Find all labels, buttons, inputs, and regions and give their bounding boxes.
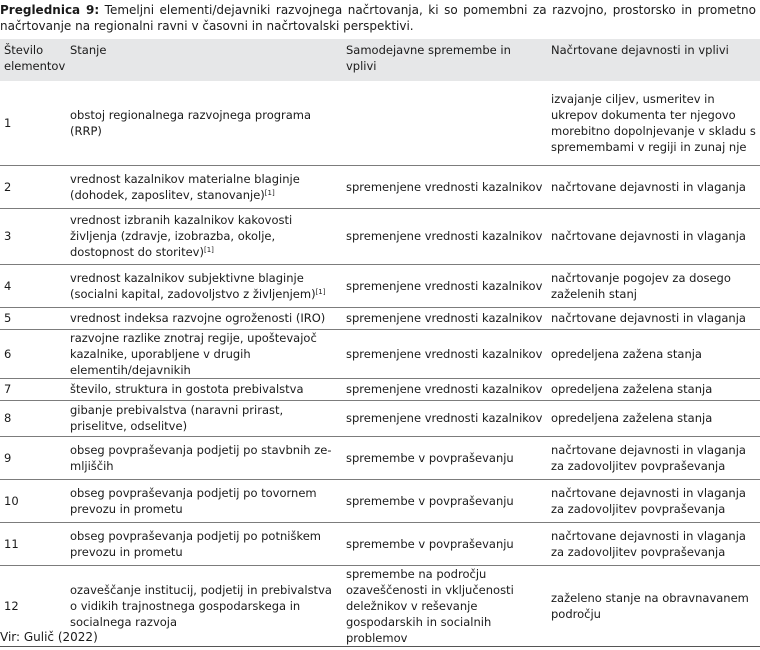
row-state-text: obseg povpraševanja podjetij po stavbnih zemljiščih (70, 442, 332, 473)
row-number: 10 (4, 493, 19, 508)
header-planned: Načrtovane dejavnosti in vplivi (551, 43, 729, 57)
row-state (66, 307, 342, 329)
table-row (0, 436, 760, 479)
row-planned: načrtovane dejavnosti in vlaganja (551, 229, 746, 243)
row-planned: opredeljena zaželena stanja (551, 382, 713, 396)
row-spontaneous: spremenjene vrednosti kazalnikov (346, 382, 543, 396)
table-row (0, 400, 760, 436)
row-state-text: obseg povpraševanja podjetij po tovornem prevozu in prometu (70, 485, 317, 516)
row-state (66, 329, 342, 378)
row-spontaneous: spremenjene vrednosti kazalnikov (346, 311, 543, 325)
table-row (0, 565, 760, 646)
row-state (66, 165, 342, 208)
row-state-text: vrednost izbranih kazalnikov kakovosti življenja (zdravje, izobrazba, okolje, dostopnost do storitev) (70, 213, 293, 259)
row-state-text: gibanje prebivalstva (naravni prirast, priselitve, odselitve) (70, 403, 284, 433)
row-planned: opredeljena zažena stanja (551, 346, 702, 361)
row-spontaneous: spremembe na področju ozaveščenosti in vključenosti deležnikov v reševanje gospodarskih in socialnih problemov (346, 566, 514, 645)
table-row (0, 479, 760, 522)
table-row (0, 329, 760, 378)
elements-table (0, 39, 760, 647)
row-spontaneous: spremembe v povpraševanju (346, 493, 514, 508)
row-number: 6 (4, 346, 12, 361)
row-spontaneous (342, 81, 547, 165)
row-spontaneous: spremembe v povpraševanju (346, 450, 514, 465)
header-spontaneous: Samodejavne spremembe in vplivi (346, 43, 511, 73)
row-state-text: ozaveščanje institucij, podjetij in prebivalstva o vidikih trajnostnega gospodarskega in socialnega razvoja (70, 582, 332, 629)
row-spontaneous: spremenjene vrednosti kazalnikov (346, 229, 543, 243)
row-state-text: vrednost kazalnikov subjektivne blaginje (socialni kapital, zadovoljstvo z življenjem) (70, 270, 316, 301)
caption-label: Preglednica 9: (0, 3, 100, 17)
row-number: 11 (4, 536, 19, 551)
row-spontaneous: spremenjene vrednosti kazalnikov (346, 411, 543, 425)
row-number: 12 (4, 598, 19, 613)
header-number: Število elementov (4, 43, 66, 73)
caption-text: Temeljni elementi/dejavniki razvojnega načrtovanja, ki so pomembni za razvojno, prostorsko in prometno načrtovanje na regionalni ravni v časovni in načrtovalski perspektivi. (0, 3, 756, 33)
row-state (66, 522, 342, 565)
row-state (66, 264, 342, 307)
row-number: 4 (4, 278, 12, 293)
footnote-ref: [1] (264, 188, 275, 197)
footnote-ref: [1] (203, 246, 214, 254)
table-row (0, 307, 760, 329)
table-caption (0, 2, 756, 34)
row-number: 5 (4, 311, 12, 325)
row-state (66, 436, 342, 479)
table-row (0, 522, 760, 565)
row-state-text: obseg povpraševanja podjetij po potniškem prevozu in prometu (70, 528, 321, 559)
row-state-text: vrednost kazalnikov materialne blaginje (dohodek, zaposlitev, stanovanje) (70, 171, 300, 202)
row-state (66, 565, 342, 646)
row-state-text: obstoj regionalnega razvojnega programa (RRP) (70, 107, 312, 138)
row-planned: načrtovane dejavnosti in vlaganja (551, 311, 746, 325)
table-header-row (0, 39, 760, 81)
table-row (0, 208, 760, 264)
row-state (66, 378, 342, 400)
row-planned: načrtovane dejavnosti in vlaganja za zadovoljitev povpraševanja (551, 528, 746, 559)
row-number: 9 (4, 450, 12, 465)
row-planned: izvajanje ciljev, usmeritev in ukrepov dokumenta ter njegovo morebitno dopolnjevanje v skladu s spremembami v regiji in zunaj nje (551, 91, 756, 154)
header-state: Stanje (70, 43, 107, 57)
row-state (66, 208, 342, 264)
row-spontaneous: spremenjene vrednosti kazalnikov (346, 346, 543, 361)
row-number: 7 (4, 382, 12, 396)
row-number: 1 (4, 115, 12, 130)
footnote-ref: [1] (315, 287, 326, 296)
row-state (66, 479, 342, 522)
row-planned: načrtovanje pogojev za dosego zaželenih stanj (551, 270, 731, 301)
row-planned: načrtovane dejavnosti in vlaganja za zadovoljitev povpraševanja (551, 442, 746, 473)
row-planned: načrtovane dejavnosti in vlaganja za zadovoljitev povpraševanja (551, 485, 746, 516)
row-number: 3 (4, 229, 12, 243)
table-row (0, 165, 760, 208)
row-spontaneous: spremenjene vrednosti kazalnikov (346, 278, 543, 293)
row-state-text: razvojne razlike znotraj regije, upoštevajoč kazalnike, uporabljene v drugih elementih/dejavnikih (70, 330, 317, 377)
row-planned: opredeljena zaželena stanja (551, 411, 713, 425)
row-number: 8 (4, 411, 12, 425)
row-state-text: vrednost indeksa razvojne ogroženosti (IRO) (70, 311, 326, 325)
source-note: Vir: Gulič (2022) (0, 630, 98, 644)
table-row (0, 378, 760, 400)
row-planned: načrtovane dejavnosti in vlaganja (551, 179, 746, 194)
row-planned: zaželeno stanje na obravnavanem področju (551, 590, 749, 621)
row-number: 2 (4, 179, 12, 194)
row-state (66, 400, 342, 436)
table-row (0, 264, 760, 307)
row-state-text: število, struktura in gostota prebivalstva (70, 382, 304, 396)
row-state (66, 81, 342, 165)
row-spontaneous: spremembe v povpraševanju (346, 536, 514, 551)
table-row (0, 81, 760, 165)
row-spontaneous: spremenjene vrednosti kazalnikov (346, 179, 543, 194)
